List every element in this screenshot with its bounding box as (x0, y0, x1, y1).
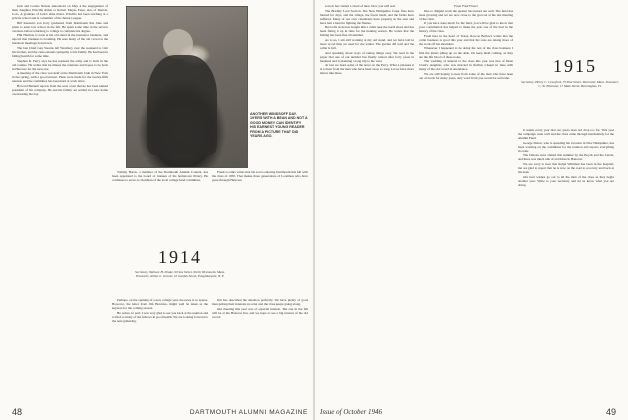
paragraph: A meeting of the class was held at the Dartmouth Club in New York in the spring, with a good turnout. Plans were made for the twenty-fifth reunion and the committee has been hard at work since. (12, 71, 108, 84)
paragraph-heading: From Fred Fraser (453, 4, 479, 8)
class-notes-column-3 (212, 170, 308, 240)
class-officers-1914: Secretary, Wallace H. Drake, 90 Sea Street, North Weymouth, Mass. Treasurer, Arthur L. Gruner, 10 Garden Street, Poughkeepsie, N. Y. (135, 270, 225, 279)
paragraph: The Bradley Lord Section. The New Hampshire forest fires have burned for days, and the village, the forest lands, and the farms have suffered. Many of our own classmates have property in the area and have lent a hand in fighting the flames. (320, 8, 414, 25)
class-year-heading-1915: 1915 (553, 56, 597, 76)
footer-left (12, 406, 308, 418)
paragraph: Whenever I happened to be doing the rest of the class business I find the letters piling up on the desk. Do keep them coming, as they are the life blood of these notes. (419, 46, 513, 59)
class-notes-column-1 (12, 4, 108, 400)
paragraph: Stephen R. Perry says he has rejoined the army and is back in the old routine. He writes that he misses the reunions and hopes to be back in Hanover for the next one. (12, 58, 108, 71)
paragraph: Our meeting this year was of especial interest. The one in the fall will be at the Hanover Inn, and we hope to see a big turnout of the old crowd. (212, 306, 308, 319)
paragraph: George Dixon, who is spending his vacation in New Hampshire, has been working on the committee for the reunion and reports everything in order. (518, 140, 614, 153)
page-gutter (313, 0, 315, 420)
page-number-right: 49 (605, 407, 616, 417)
paragraph: Frank Loomis writes that his son is entering Dartmouth this fall with the class of 1950. That makes three generations of Loomises who have gone through Hanover. (212, 170, 308, 183)
paragraph: The Dixons were visited this summer by the Boyds and the Lairds, and there was much talk of old times in Hanover. (518, 153, 614, 162)
paragraph: If you have done much for the fund, you will be glad to know that your contribution has helped to make the year one of the best in the history of the class. (419, 21, 513, 34)
paragraph: He writes, in part: I was very glad to see you back at the reunion and to find so many of the fellows in good health. We are looking forward to the next gathering. (112, 310, 208, 323)
paragraph: Jim has described the situation perfectly. We have plenty of good men getting their interests in order and the class keeps going along. (212, 298, 308, 307)
class-notes-1914-column-b (212, 298, 308, 402)
group-photo (126, 6, 248, 168)
photo-figure-body (147, 55, 217, 155)
paragraph: Phil Harmon is back at his old stand in the insurance business, and reports that business is booming. He sees many of the old crowd at the luncheon meetings downtown. (12, 33, 108, 46)
paragraph: The late Chief Guy Stearns left Westbury over the weekend to visit his brother, and the class extends sympathy to his family. He had been in failing health for some time. (12, 45, 108, 59)
paragraph: Howard Bennett reports from the west coast that he has been named president of his company. He and his family are settled in a new home overlooking the bay. (12, 83, 108, 96)
magazine-name: DARTMOUTH ALUMNI MAGAZINE (189, 408, 308, 416)
paragraph: sorrow has visited a cloud of men. Now you will see! (325, 4, 396, 8)
class-notes-column-4 (320, 4, 414, 398)
paragraph: Bert tells us he has bought him a cabin near the north shore and has been fixing it up in time for the hunting season. He writes that the fishing has been fine all summer. (320, 25, 414, 38)
class-notes-column-6 (518, 128, 614, 396)
page-number-left: 48 (12, 407, 23, 417)
class-notes-1914-column-a (112, 298, 208, 402)
paragraph: From here in the heart of Texas, Roscoe Bellows writes that the cattle business is good this year and that his sons are taking more of the work off his shoulders. (419, 33, 513, 46)
paragraph: Perhaps, on the opening of a new college year, the news is so sparse. However, the letter from Jim Hercules, might well be taken as the keynote for the coming season. (112, 298, 208, 311)
paragraph: Bill Keenan's son Jerry graduated from Dartmouth this June and plans to enter law school in the fall. He spent some time in the service overseas before returning to college to complete his degree. (12, 20, 108, 33)
paragraph: We are still hoping to hear from some of the men who have been out of touch for many years. Any word from you would be welcome. (419, 71, 513, 80)
paragraph: At last we learn some of the news on the Ferry. What a pleasure it is to hear from the men who have been away so long. Let us have more letters like these. (320, 63, 414, 76)
issue-name: Issue of October 1946 (320, 408, 383, 416)
class-notes-column-5 (419, 4, 513, 400)
class-year-heading-1914: 1914 (158, 247, 202, 267)
paragraph: Tommy Harris, a member of the Dartmouth Alumni Council, has been appointed to the board of trustees of his hometown library. He continues to serve as chairman of the local college fund committee. (112, 170, 208, 183)
paragraph: Due to diligent work the quarter has turned out well. The fund has been growing and we are now close to the goal set at the last meeting of the class. (419, 8, 513, 21)
paragraph: Jack and Louise Nelson announced on May 4 the engagement of their daughter Priscilla Alden to Robert Mayes Estes, also of Denver, Colo. A graduate of Jack's alma mater, Priscilla has been teaching at a private school and is a member of the Junior League. (12, 4, 108, 21)
photo-caption: ANOTHER WINDSOFF DAY. 19'ERS WITH A BEAN AND NOT A GOOD MONEY CAN IDENTIFY HIS EARNEST YOUNG READER FROM A PICTURE THAT DID YEARS AGO. (250, 112, 308, 139)
class-notes-column-2 (112, 170, 208, 240)
paragraph: As to us, I am still working at my old stand, and we have laid in more wood than we need for the winter. The garden did well and the cellar is full. (320, 37, 414, 50)
paragraph: It seems every year that our quota does not drop too far. This year the campaign went well and the class came through handsomely for the Alumni Fund. (518, 128, 614, 141)
footer-right (320, 406, 616, 418)
paragraph: The wedding of interest to the class this year was that of Dean Clark's daughter, who was married in Rollins Chapel in June with many of the old crowd in attendance. (419, 59, 513, 72)
class-officers-1915: Secretary, Henry C. Crawford, 73 Post Street, Worcester, Mass. Treasurer, C. W. Ebenezer, 17 Main Street, Bennington, Vt. (521, 80, 619, 89)
paragraph: And speaking about ways of taking things easy. We read in the paper that one of our number has finally retired after forty years in business and is planning a long trip to the west. (320, 50, 414, 63)
paragraph: We are sorry to hear that Ralph Whitman has been in the hospital, but are glad to report that he is now on the road to recovery and back at his desk. (518, 161, 614, 174)
paragraph: Our best wishes go out to all the men of the class as they begin another year. Write to your secretary and let us know what you are doing. (518, 174, 614, 187)
